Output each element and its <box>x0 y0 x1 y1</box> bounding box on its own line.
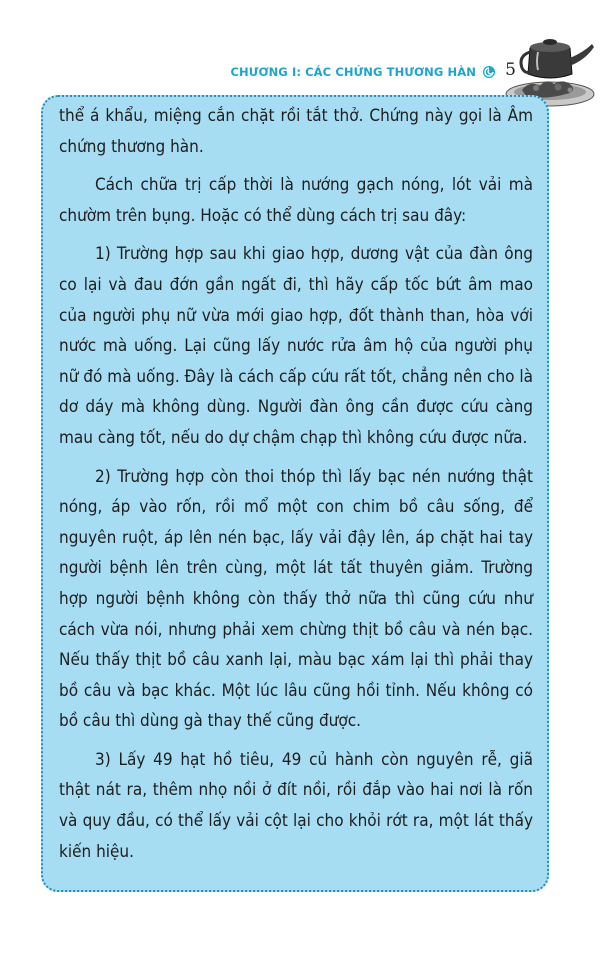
paragraph-continuation: thể á khẩu, miệng cắn chặt rồi tắt thở. Chứng này gọi là Âm chứng thương hàn. <box>59 106 533 157</box>
swirl-icon <box>482 65 496 79</box>
chapter-title: CHƯƠNG I: CÁC CHỨNG THƯƠNG HÀN <box>230 65 476 79</box>
paragraph-treatment-intro: Cách chữa trị cấp thời là nướng gạch nóng, lót vải mà chườm trên bụng. Hoặc có thể dùng cách trị sau đây: <box>59 175 533 226</box>
paragraph-remedy-3: 3) Lấy 49 hạt hồ tiêu, 49 củ hành còn nguyên rễ, giã thật nát ra, thêm nhọ nồi ở đít nồi, rồi đắp vào hai nơi là rốn và quy đầu, có thể lấy vải cột lại cho khỏi rớt ra, một lát thấy kiến hiệu. <box>59 749 533 862</box>
paragraph-remedy-2: 2) Trường hợp còn thoi thóp thì lấy bạc nén nướng thật nóng, áp vào rốn, rồi mổ một con chim bồ câu sống, để nguyên ruột, áp lên nén bạc, lấy vải đậy lên, áp chặt hai tay người bệnh lên trên cùng, một lát tất thuyên giảm. Trường hợp người bệnh không còn thấy thở nữa thì cũng cứu như cách vừa nói, nhưng phải xem chừng thịt bồ câu và nén bạc. Nếu thấy thịt bồ câu xanh lại, màu bạc xám lại thì phải thay bồ câu và bạc khác. Một lúc lâu cũng hồi tỉnh. Nếu không có bồ câu thì dùng gà thay thế cũng được. <box>59 466 533 732</box>
page-number: 5 <box>505 60 516 80</box>
body-text <box>59 101 533 875</box>
paragraph-remedy-1: 1) Trường hợp sau khi giao hợp, dương vật của đàn ông co lại và đau đớn gần ngất đi, thì hãy cấp tốc bứt âm mao của người phụ nữ vừa mới giao hợp, đốt thành than, hòa với nước mà uống. Lại cũng lấy nước rửa âm hộ của người phụ nữ đó mà uống. Đây là cách cấp cứu rất tốt, chẳng nên cho là dơ dáy mà không dùng. Người đàn ông cần được cứu càng mau càng tốt, nếu do dự chậm chạp thì không cứu được nữa. <box>59 244 533 448</box>
